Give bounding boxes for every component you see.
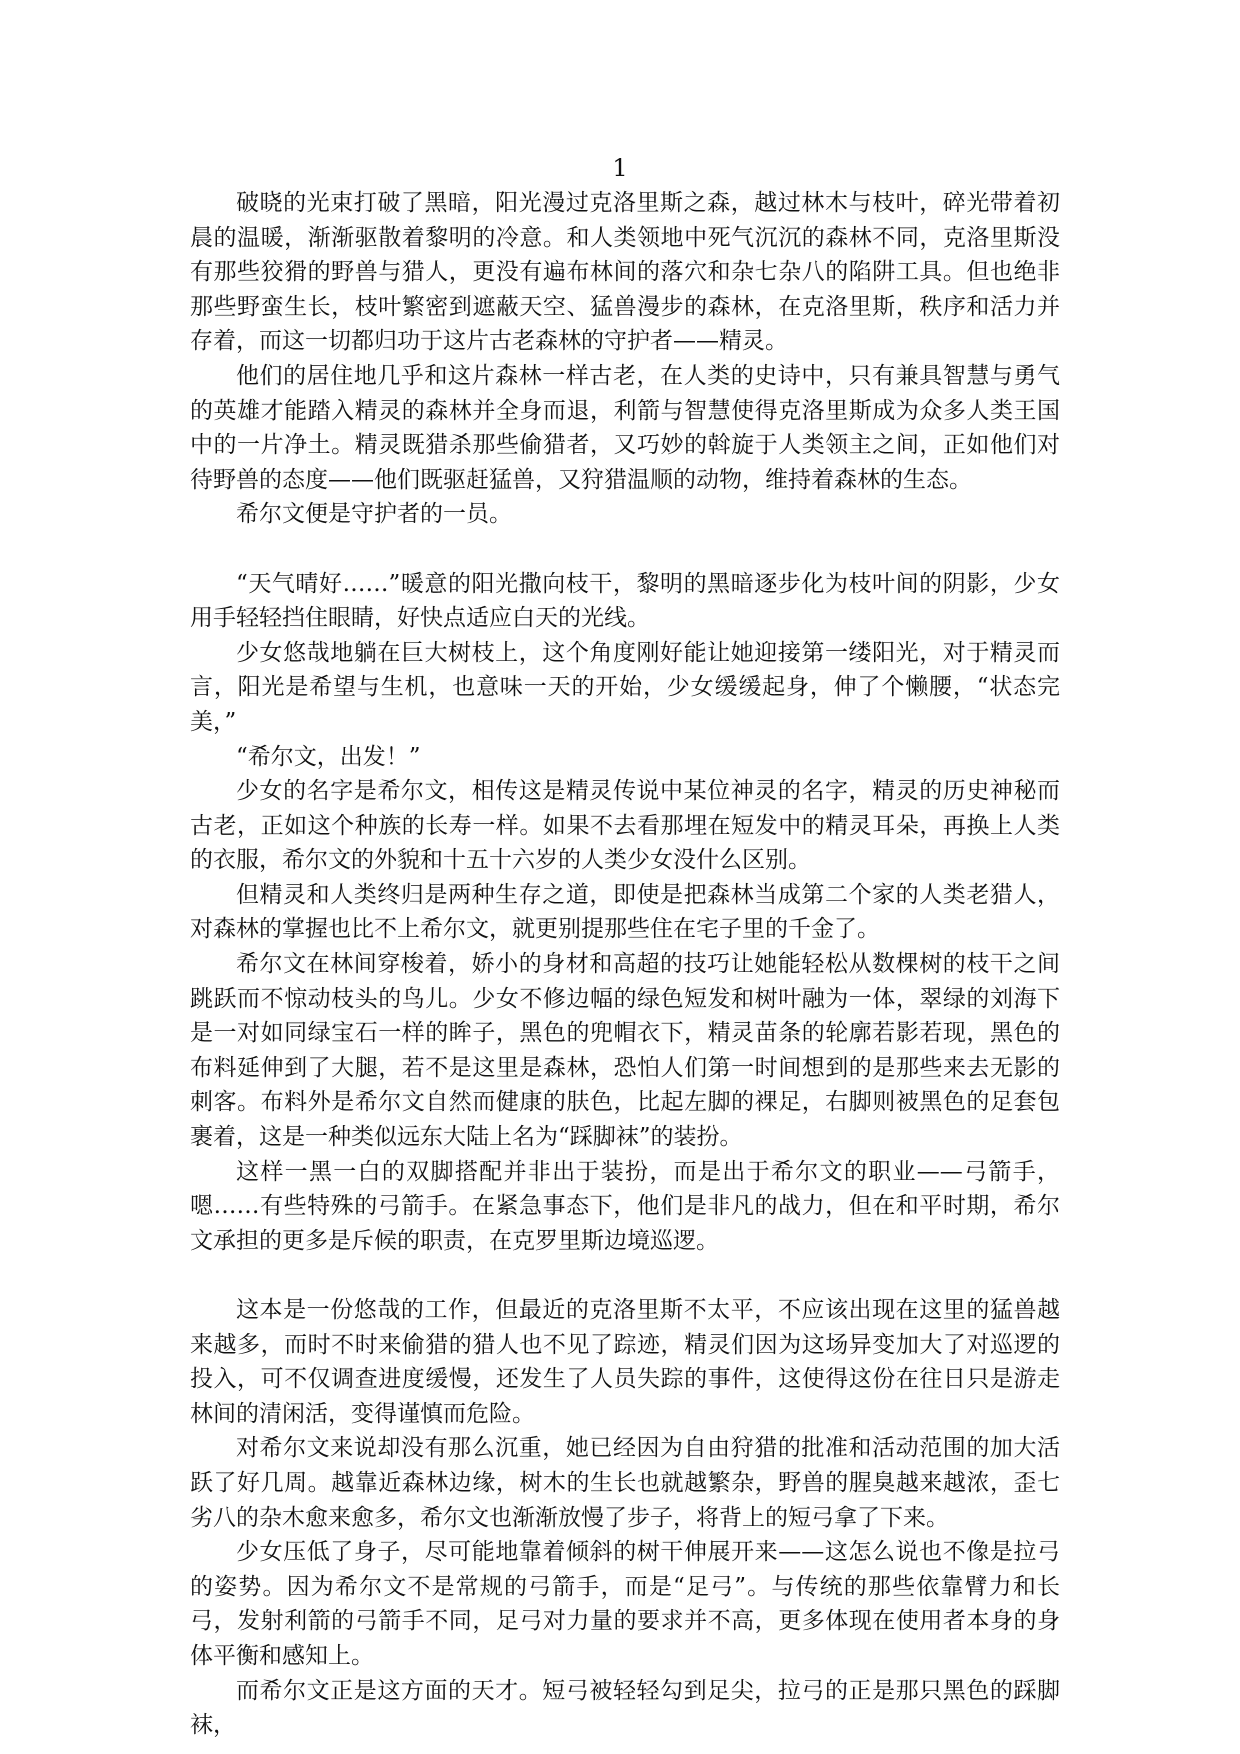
section-break — [190, 1258, 1060, 1293]
paragraph: 破晓的光束打破了黑暗，阳光漫过克洛里斯之森，越过林木与枝叶，碎光带着初晨的温暖，渐渐驱散着黎明的冷意。和人类领地中死气沉沉的森林不同，克洛里斯没有那些狡猾的野兽与猎人，更没有遍布林间的落穴和杂七杂八的陷阱工具。但也绝非那些野蛮生长，枝叶繁密到遮蔽天空、猛兽漫步的森林，在克洛里斯，秩序和活力并存着，而这一切都归功于这片古老森林的守护者——精灵。 — [190, 190, 1060, 355]
paragraph: 少女压低了身子，尽可能地靠着倾斜的树干伸展开来——这怎么说也不像是拉弓的姿势。因为希尔文不是常规的弓箭手，而是“足弓”。与传统的那些依靠臂力和长弓，发射利箭的弓箭手不同，足弓对力量的要求并不高，更多体现在使用者本身的身体平衡和感知上。 — [190, 1539, 1060, 1669]
paragraph: 希尔文便是守护者的一员。 — [236, 501, 512, 528]
paragraph: “希尔文，出发！” — [236, 743, 421, 770]
paragraph: 这样一黑一白的双脚搭配并非出于装扮，而是出于希尔文的职业——弓箭手，嗯……有些特殊的弓箭手。在紧急事态下，他们是非凡的战力，但在和平时期，希尔文承担的更多是斥候的职责，在克罗里斯边境巡逻。 — [190, 1158, 1060, 1254]
paragraph: 少女悠哉地躺在巨大树枝上，这个角度刚好能让她迎接第一缕阳光，对于精灵而言，阳光是希望与生机，也意味一天的开始，少女缓缓起身，伸了个懒腰，“状态完美，” — [190, 639, 1060, 735]
paragraph: “天气晴好……”暖意的阳光撒向枝干，黎明的黑暗逐步化为枝叶间的阴影，少女用手轻轻挡住眼睛，好快点适应白天的光线。 — [190, 570, 1060, 632]
paragraph: 希尔文在林间穿梭着，娇小的身材和高超的技巧让她能轻松从数棵树的枝干之间跳跃而不惊动枝头的鸟儿。少女不修边幅的绿色短发和树叶融为一体，翠绿的刘海下是一对如同绿宝石一样的眸子，黑色的兜帽衣下，精灵苗条的轮廓若影若现，黑色的布料延伸到了大腿，若不是这里是森林，恐怕人们第一时间想到的是那些来去无影的刺客。布料外是希尔文自然而健康的肤色，比起左脚的裸足，右脚则被黑色的足套包裹着，这是一种类似远东大陆上名为“踩脚袜”的装扮。 — [190, 951, 1060, 1151]
paragraph: 但精灵和人类终归是两种生存之道，即使是把森林当成第二个家的人类老猎人，对森林的掌握也比不上希尔文，就更别提那些住在宅子里的千金了。 — [190, 881, 1060, 943]
paragraph: 这本是一份悠哉的工作，但最近的克洛里斯不太平，不应该出现在这里的猛兽越来越多，而时不时来偷猎的猎人也不见了踪迹，精灵们因为这场异变加大了对巡逻的投入，可不仅调查进度缓慢，还发生了人员失踪的事件，这使得这份在往日只是游走林间的清闲活，变得谨慎而危险。 — [190, 1297, 1060, 1427]
paragraph: 他们的居住地几乎和这片森林一样古老，在人类的史诗中，只有兼具智慧与勇气的英雄才能踏入精灵的森林并全身而退，利箭与智慧使得克洛里斯成为众多人类王国中的一片净土。精灵既猎杀那些偷猎者，又巧妙的斡旋于人类领主之间，正如他们对待野兽的态度——他们既驱赶猛兽，又狩猎温顺的动物，维持着森林的生态。 — [190, 362, 1060, 493]
section-break — [190, 532, 1060, 567]
paragraph: 而希尔文正是这方面的天才。短弓被轻轻勾到足尖，拉弓的正是那只黑色的踩脚袜， — [190, 1677, 1060, 1739]
paragraph: 少女的名字是希尔文，相传这是精灵传说中某位神灵的名字，精灵的历史神秘而古老，正如这个种族的长寿一样。如果不去看那埋在短发中的精灵耳朵，再换上人类的衣服，希尔文的外貌和十五十六岁的人类少女没什么区别。 — [190, 778, 1060, 874]
page-number: 1 — [612, 154, 628, 182]
paragraph: 对希尔文来说却没有那么沉重，她已经因为自由狩猎的批准和活动范围的加大活跃了好几周。越靠近森林边缘，树木的生长也就越繁杂，野兽的腥臭越来越浓，歪七劣八的杂木愈来愈多，希尔文也渐渐放慢了步子，将背上的短弓拿了下来。 — [190, 1435, 1060, 1531]
body-text — [190, 186, 1060, 1743]
